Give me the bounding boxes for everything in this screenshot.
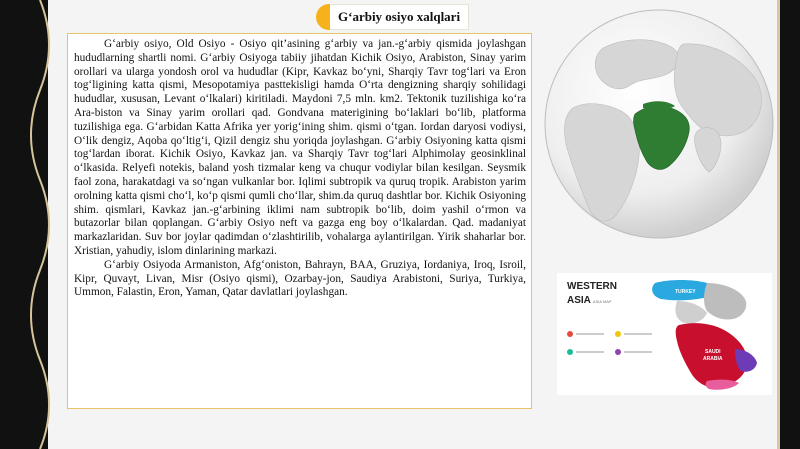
globe-map (543, 8, 775, 240)
legend-dot-purple (615, 349, 621, 355)
infographic-title-asia: ASIA (567, 295, 591, 306)
legend-row-2 (615, 331, 652, 337)
western-asia-infographic (557, 273, 772, 395)
legend-line (624, 333, 652, 335)
label-saudi-1: SAUDI (705, 349, 721, 355)
legend-row-4 (615, 349, 652, 355)
infographic-subtitle: ASIA MAP (592, 299, 612, 304)
infographic-title-line1: WESTERN (567, 281, 617, 292)
legend-dot-teal (567, 349, 573, 355)
label-turkey: TURKEY (675, 289, 696, 295)
legend-row-3 (567, 349, 604, 355)
right-decor-bar (780, 0, 800, 449)
legend-row-1 (567, 331, 604, 337)
slide-title: G‘arbiy osiyo xalqlari (330, 4, 469, 30)
legend-line (576, 351, 604, 353)
wavy-border-decor (30, 0, 60, 449)
legend-dot-red (567, 331, 573, 337)
title-accent-tab (316, 4, 330, 30)
title-banner (316, 4, 469, 30)
legend-line (576, 333, 604, 335)
paragraph-1: G‘arbiy osiyo, Old Osiyo - Osiyo qit’asining g‘arbiy va jan.-g‘arbiy qismida joylashgan hududlarning shartli nomi. G‘arbiy Osiyoga tabiiy jihatdan Kichik Osiyo, Arabiston, Sinay yarim orollari va ularga yondosh orol va hududlar (Kipr, Kavkaz bo‘yni, Sharqiy Tavr tog‘lari va Eron tog‘ligining katta qismi, Mesopotamiya pasttekisligi hamda O‘rta dengizning sharqiy sohilidagi hududlar, xususan, Levant o‘lkalari) kiritiladi. Maydoni 7,5 mln. km2. Tektonik tuzilishiga ko‘ra Ara-biston va Sinay yarim orollari qad. Gondvana materigining bo‘laklari bo‘lib, platforma tuzilishiga ega. G‘arbidan Katta Afrika yer yorig‘ining shim. qismi o‘tgan. Iordan daryosi vodiysi, O‘lik dengiz, Aqoba qo‘ltig‘i, Qizil dengiz shu yoriqda joylashgan. G‘arbiy Osiyoning katta qismi tog‘lardan iborat. Kichik Osiyo, Kavkaz jan. va Sharqiy Tavr tog‘lari Alphimolay geosinklinal o‘lkasida. Relyefi notekis, baland yosh tizmalar keng va chuqur vodiylar bilan kesilgan. Seysmik faol zona, harakatdagi va so‘ngan vulkanlar bor. Iqlimi subtropik va quruq tropik. Arabiston yarim orolning katta qismi cho‘l, ko‘p qismi qumli cho‘llar, shim.da quruq dashtlar bor. Kichik Osiyoning shim. qismlari, Kavkaz jan.-g‘arbining iklimi nam subtropik bo‘lib, doim yashil o‘rmon va butazorlar bilan qoplangan. G‘arbiy Osiyo neft va gazga eng boy o‘lkalardan. Qad. madaniyat markazlaridan. Suv bor joylar qadimdan o‘zlashtirilib, vohalarga aylantirilgan. Yirik shaharlar bor. Xristian, yahudiy, islom dinlarining markazi. (74, 38, 526, 257)
paragraph-2: G‘arbiy Osiyoda Armaniston, Afg‘oniston, Bahrayn, BAA, Gruziya, Iordaniya, Iroq, Isroil, Kipr, Quvayt, Livan, Misr (Osiyo qismi), Ozarbay-jon, Saudiya Arabistoni, Suriya, Turkiya, Ummon, Falastin, Eron, Yaman, Qatar davlatlari joylashgan. (74, 258, 526, 299)
main-text-box (67, 33, 532, 409)
label-saudi-2: ARABIA (703, 356, 723, 362)
infographic-title-line2 (567, 295, 612, 306)
legend-line (624, 351, 652, 353)
legend-dot-yellow (615, 331, 621, 337)
